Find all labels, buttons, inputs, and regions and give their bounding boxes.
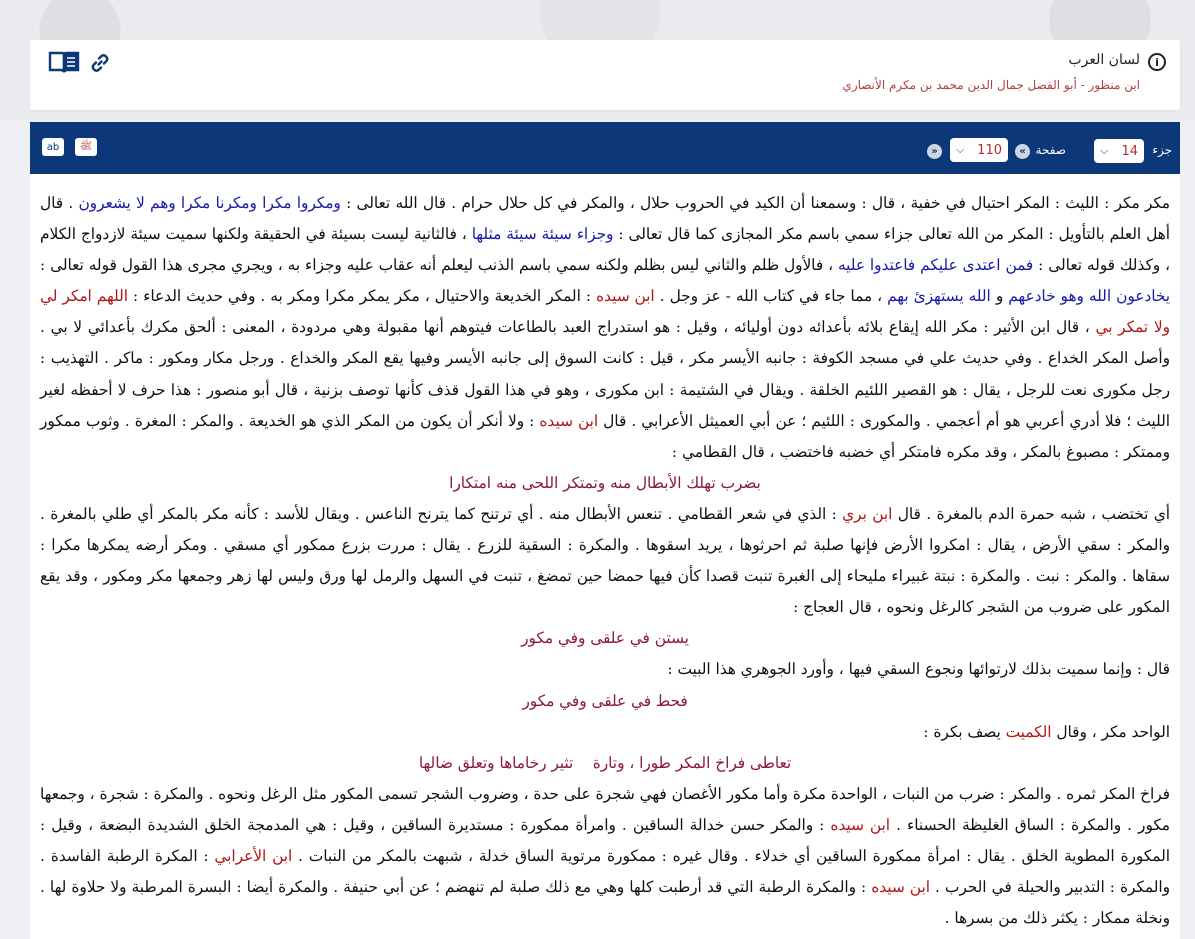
text-segment: الواحد مكر ، وقال	[1051, 722, 1170, 741]
poetry-verse: تعاطى فراخ المكر طورا ، وتارة تثير رخاماها وتعلق ضالها	[418, 753, 792, 772]
chevron-down-icon: ⌵	[1100, 144, 1109, 157]
chevron-down-icon: ⌵	[956, 143, 965, 156]
book-text	[40, 188, 1170, 934]
text-segment: ، قال ابن الأثير : مكر الله إيقاع بلائه بأعدائه دون أوليائه ، وقيل : هو استدراج العبد بالطاعات فيتوهم أنها مقبولة وهي مردودة ، المعنى : ألحق مكرك بأعدائي لا بي . وأصل المكر الخداع . وفي حديث علي في مسجد الكوفة : جانبه الأيسر مكر ، قيل : كانت السوق إلى جانبه الأيسر وفيها يقع المكر والخداع . ورجل مكار ومكور : ماكر . التهذيب : رجل مكورى نعت للرجل ، يقال : هو القصير اللئيم الخلقة . ويقال في الشتيمة : ابن مكورى ، وهو في هذا القول قذف كأنها توصف بزنية ، قال أبو منصور : هذا حرف لا أحفظه لغير الليث ؛ فلا أدري أعربي هو أم أعجمي . والمكورى : اللئيم ؛ عن أبي العميثل الأعرابي . قال	[40, 318, 1170, 430]
scholar-name: ابن بري	[842, 504, 893, 523]
poetry-verse: يستن في علقى وفي مكور	[521, 629, 689, 648]
marker-button[interactable]	[75, 138, 97, 156]
volume-label: جزء	[1152, 143, 1172, 157]
poetry-verse: بضرب تهلك الأبطال منه وتمتكر اللحى منه امتكارا	[449, 473, 761, 492]
info-icon[interactable]: i	[1148, 53, 1166, 71]
book-info-card	[30, 40, 1180, 110]
scholar-name: ابن سيده	[596, 287, 655, 306]
text-segment: مكر مكر : الليث : المكر احتيال في خفية ، قال : وسمعنا أن الكيد في الحروب حلال ، والمكر في كل حلال حرام . قال الله تعالى :	[340, 194, 1170, 212]
text-segment: . قال أهل العلم بالتأويل : المكر من الله تعالى جزاء سمي باسم مكر المجازى كما قال تعالى :	[40, 194, 1171, 244]
text-segment: : ولا أنكر أن يكون من المكر الذي هو الخديعة . والمكر : المغرة . وثوب ممكور وممتكر : مصبوغ بالمكر ، وقد مكره فامتكر أي خضبه فاختضب ، قال القطامي :	[40, 411, 1170, 461]
quran-quote: فمن اعتدى عليكم فاعتدوا عليه	[837, 256, 1034, 275]
text-segment: : والمكر حسن خدالة الساقين . وامرأة ممكورة : مستديرة الساقين ، وقيل : هي المدمجة الخلق الشديدة البضعة ، وقيل : المكورة المطوية الخلق . يقال : امرأة ممكورة الساقين أي خدلاء . وقال غيره : ممكورة مرتوية الساق خدلة ، شبهت بالمكر من النبات .	[40, 815, 1170, 865]
page-content	[30, 174, 1180, 939]
book-title: لسان العرب	[1068, 52, 1140, 68]
marker-icon: ﷺ	[79, 141, 93, 152]
scholar-name: ابن الأعرابي	[214, 846, 293, 865]
text-segment: ، فالأول ظلم والثاني ليس بظلم ولكنه سمي باسم الذنب ليعلم أنه عقاب عليه وجزاء به ، ويجري مجرى هذا القول قوله تعالى :	[40, 256, 838, 275]
poetry-verse: فحط في علقى وفي مكور	[522, 691, 688, 710]
page-label: صفحة	[1035, 143, 1066, 157]
text-segment: يصف بكرة :	[923, 722, 1006, 741]
page-value: 110	[977, 142, 1002, 158]
scholar-name: ابن سيده	[830, 815, 891, 834]
next-page-button[interactable]: »	[927, 144, 942, 159]
search-text-button[interactable]	[42, 138, 64, 156]
text-segment: فراخ المكر ثمره . والمكر : ضرب من النبات ، الواحدة مكرة وأما مكور الأغصان فهي شجرة على حدة ، وضروب الشجر تسمى المكور مثل الرغل ونحوه . والمكرة : شجرة ، وجمعها مكور . والمكرة : الساق الغليظة الحسناء .	[40, 784, 1170, 834]
volume-select[interactable]	[1094, 139, 1144, 163]
quran-quote: يخادعون الله وهو خادعهم	[1008, 287, 1170, 306]
text-segment: : الذي في شعر القطامي . تنعس الأبطال منه . أي ترتنح كما يترنح الناعس . ويقال للأسد : كأنه مكر بالمكر أي طلي بالمغرة . والمكر : سقي الأرض ، يقال : امكروا الأرض فإنها صلبة ثم احرثوها ، يريد اسقوها . والمكرة : السقية للزرع . يقال : مررت بزرع ممكور أي مسقي . ومكر أرضه يمكرها مكرا : سقاها . والمكر : نبت . والمكرة : نبتة غبيراء مليحاء إلى الغبرة تنبت قصدا كأن فيها حمضا حين تمضغ ، تنبت في السهل والرمل لها ورق وليس لها زهر وجمعها مكر ومكور ، وقد يقع المكور على ضروب من الشجر كالرغل ونحوه ، قال العجاج :	[40, 504, 1170, 617]
scholar-name: ابن سيده	[539, 411, 599, 430]
text-segment: : والمكرة الرطبة التي قد أرطبت كلها وهي مع ذلك صلبة لم تنهضم ؛ عن أبي حنيفة . والمكرة أيضا : البسرة المرطبة ولا حلاوة لها . ونخلة ممكار : يكثر ذلك من بسرها .	[40, 878, 1170, 928]
paragraph: قال : وإنما سميت بذلك لارتوائها ونجوع السقي فيها ، وأورد الجوهري هذا البيت :	[667, 660, 1170, 679]
book-author: ابن منظور - أبو الفضل جمال الدين محمد بن مكرم الأنصاري	[842, 78, 1140, 92]
search-text-icon: ab	[46, 141, 60, 153]
reader-toolbar	[30, 122, 1180, 174]
scholar-name: الكميت	[1005, 722, 1052, 741]
page-select[interactable]	[950, 138, 1008, 162]
quran-quote: الله يستهزئ بهم	[887, 287, 991, 306]
paragraph	[40, 717, 1170, 748]
text-segment: و	[990, 287, 1009, 306]
book-open-icon[interactable]	[48, 50, 80, 78]
paragraph	[40, 779, 1170, 934]
text-segment: أي تختضب ، شبه حمرة الدم بالمغرة . قال	[892, 504, 1171, 523]
volume-value: 14	[1121, 143, 1138, 159]
text-segment: ، مما جاء في كتاب الله - عز وجل .	[654, 287, 888, 306]
quran-quote: ومكروا مكرا ومكرنا مكرا وهم لا يشعرون	[78, 194, 341, 212]
paragraph	[40, 188, 1170, 468]
first-page-button[interactable]: «	[1015, 144, 1030, 159]
paragraph	[40, 499, 1170, 623]
text-segment: : المكرة الرطبة الفاسدة . والمكرة : التدبير والحيلة في الحرب .	[40, 846, 1170, 897]
link-icon[interactable]	[90, 53, 110, 77]
quran-quote: وجزاء سيئة سيئة مثلها	[471, 225, 614, 244]
text-segment: ، فالثانية ليست بسيئة في الحقيقة ولكنها سميت سيئة لازدواج الكلام ، وكذلك قوله تعالى :	[40, 225, 1170, 275]
hadith-quote: اللهم امكر لي ولا تمكر بي	[40, 287, 1170, 337]
text-segment: : المكر الخديعة والاحتيال ، مكر يمكر مكرا ومكر به . وفي حديث الدعاء :	[128, 287, 597, 306]
scholar-name: ابن سيده	[871, 878, 930, 897]
